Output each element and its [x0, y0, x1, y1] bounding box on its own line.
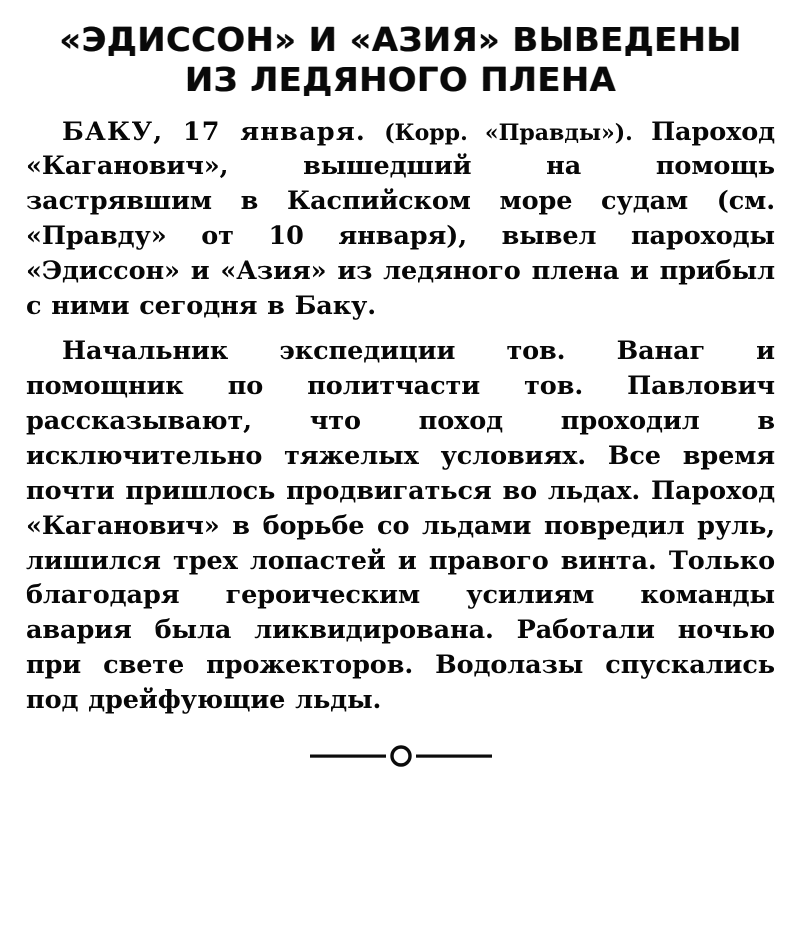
article-body — [26, 115, 775, 719]
section-divider — [26, 736, 775, 776]
paragraph-lead — [26, 115, 775, 325]
page-title — [19, 20, 783, 101]
headline-line-2: ИЗ ЛЕДЯНОГО ПЛЕНА — [184, 60, 617, 100]
paragraph-text: Пароход «Каганович», вышедший на помощь застрявшим в Каспийском море судам (см. «Правду» от 10 января), вывел пароходы «Эдиссон» и «Азия» из ледяного плена и прибыл с ними сегодня в Баку. — [26, 116, 776, 322]
paragraph-2 — [26, 334, 775, 718]
paragraph-text: Начальник экспедиции тов. Ванаг и помощник по политчасти тов. Павлович рассказывают, что поход проходил в исключительно тяжелых условиях. Все время почти пришлось продвигаться во льдах. Пароход «Каганович» в борьбе со льдами повредил руль, лишился трех лопастей и правого винта. Только благодаря героическим усилиям команды авария была ликвидирована. Работали ночью при свете прожекторов. Водолазы спускались под дрейфующие льды. — [26, 336, 775, 716]
dot-dash-divider-icon — [306, 744, 496, 768]
headline-line-1: «ЭДИССОН» И «АЗИЯ» ВЫВЕДЕНЫ — [59, 20, 742, 59]
correspondent-credit: (Корр. «Правды»). — [384, 119, 633, 146]
dateline: БАКУ, 17 января. — [62, 116, 366, 147]
